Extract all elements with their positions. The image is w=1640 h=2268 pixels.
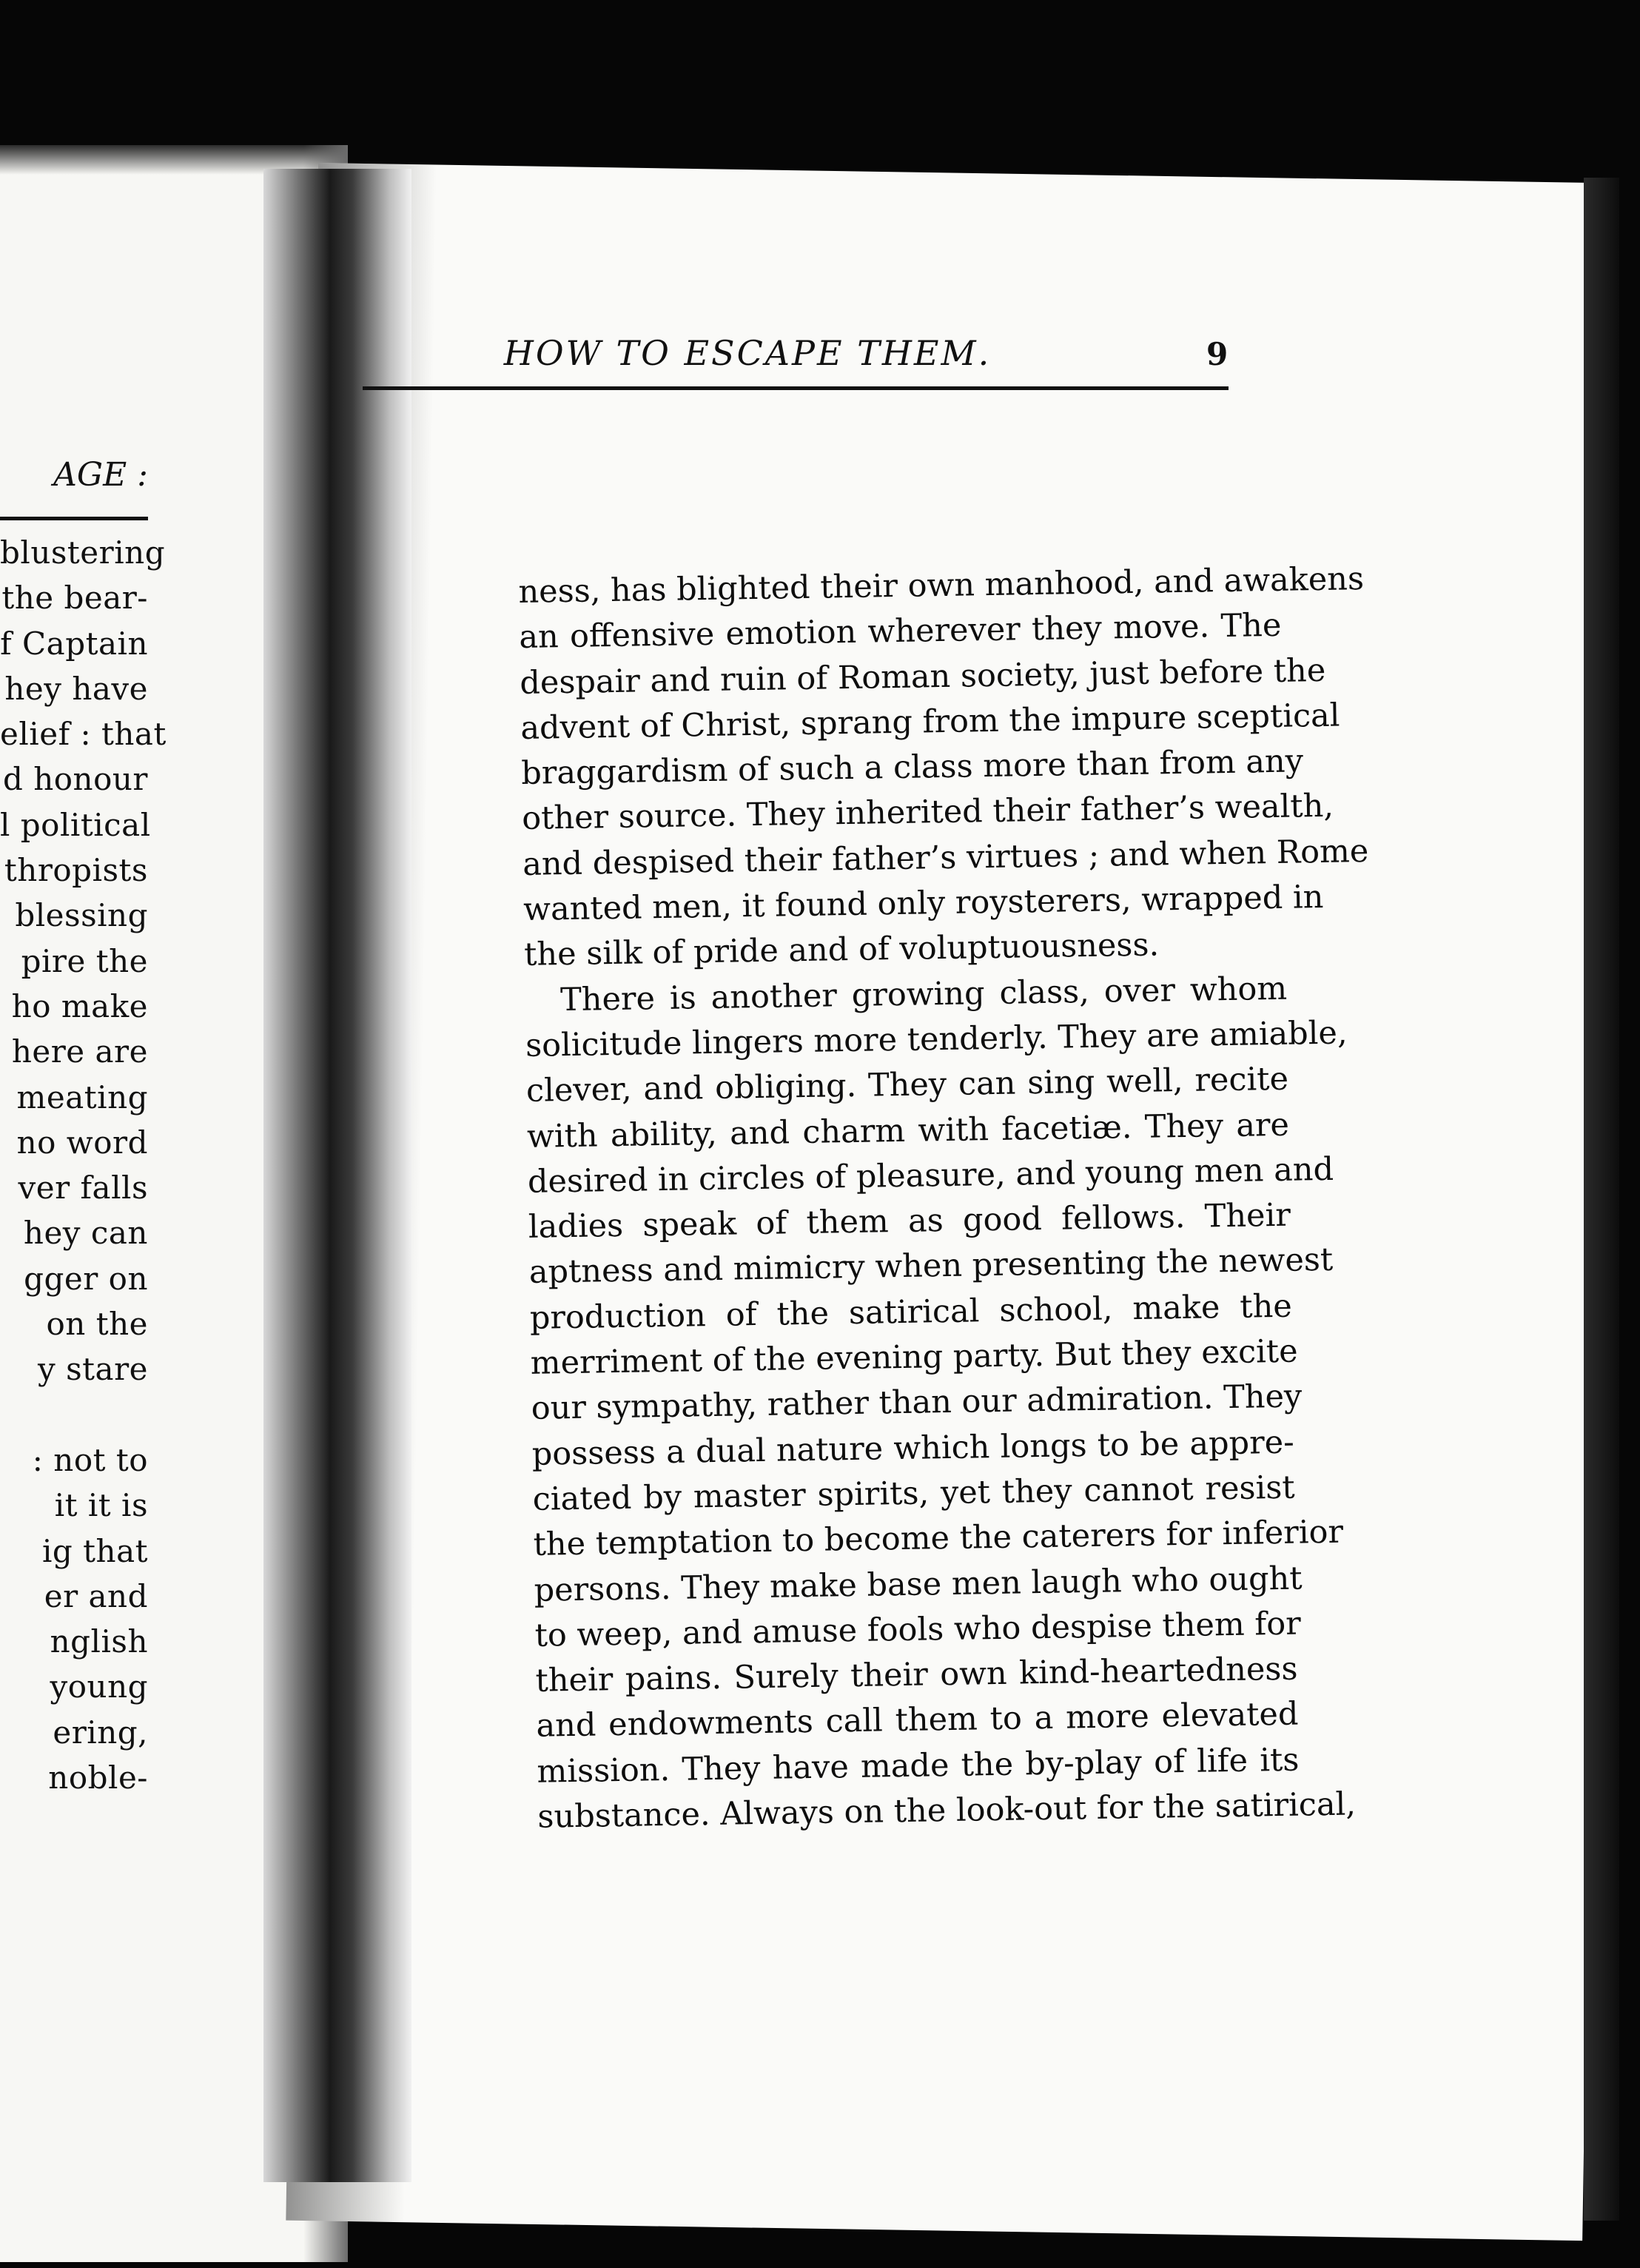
text-line: desired in circles of pleasure, and young men and <box>527 1150 1334 1201</box>
left-text-line: blessing <box>15 897 148 934</box>
text-line: advent of Christ, sprang from the impure sceptical <box>520 697 1340 747</box>
text-line: the silk of pride and of voluptuousness. <box>523 926 1160 974</box>
text-line: substance. Always on the look-out for the satirical, <box>537 1785 1357 1836</box>
left-text-line: here are <box>11 1033 148 1070</box>
left-text-line: young <box>50 1668 148 1705</box>
left-running-head: AGE : <box>53 456 148 494</box>
text-line: ladies speak of them as good fellows. Their <box>528 1196 1291 1247</box>
text-line: aptness and mimicry when presenting the newest <box>528 1241 1334 1292</box>
left-text-line: it it is <box>54 1487 148 1524</box>
text-line: an offensive emotion wherever they move. The <box>519 607 1282 657</box>
left-text-line: elief : that <box>0 716 167 753</box>
header-rule <box>363 386 1229 390</box>
left-text-line: meating <box>16 1078 148 1115</box>
left-text-column <box>0 530 167 1800</box>
running-title: HOW TO ESCAPE THEM. <box>503 333 992 373</box>
running-head <box>363 333 1251 400</box>
left-text-line: y stare <box>38 1351 148 1388</box>
left-text-line: pire the <box>21 942 148 979</box>
left-text-line: d honour <box>2 761 148 798</box>
left-text-line: ig that <box>41 1532 148 1569</box>
text-line: our sympathy, rather than our admiration. They <box>531 1378 1303 1428</box>
left-text-line: f Captain <box>0 625 148 662</box>
text-line: with ability, and charm with facetiæ. They are <box>526 1106 1290 1155</box>
text-line: ciated by master spirits, yet they cannot resist <box>532 1469 1295 1518</box>
left-text-line <box>0 1392 148 1437</box>
text-line: production of the satirical school, make the <box>529 1287 1293 1337</box>
left-text-line: l political <box>0 806 151 843</box>
left-text-line: blustering <box>0 534 166 571</box>
text-line: and endowments call them to a more elevated <box>536 1696 1299 1745</box>
text-line: to weep, and amuse fools who despise them for <box>534 1605 1302 1654</box>
text-line: There is another growing class, over whom <box>559 970 1288 1019</box>
right-page-edge <box>1584 178 1619 2221</box>
left-text-line: er and <box>44 1577 148 1614</box>
left-text-line: thropists <box>4 852 148 889</box>
text-line: their pains. Surely their own kind-heartedness <box>535 1650 1298 1700</box>
book-spine-shadow <box>263 169 411 2182</box>
body-text <box>518 558 1369 1840</box>
left-text-line: ver falls <box>18 1170 148 1207</box>
left-text-line: no word <box>16 1124 148 1161</box>
left-text-line: hey have <box>4 670 148 707</box>
text-line: braggardism of such a class more than from any <box>520 742 1304 793</box>
text-line: and despised their father’s virtues ; and when Rome <box>522 832 1369 883</box>
left-text-line: on the <box>46 1306 148 1343</box>
left-text-line: noble- <box>48 1759 148 1796</box>
left-text-line: ho make <box>11 987 148 1024</box>
left-text-line: nglish <box>50 1623 148 1660</box>
text-line: wanted men, it found only roysterers, wrapped in <box>522 879 1324 929</box>
left-text-line: ering, <box>53 1714 148 1751</box>
text-line: mission. They have made the by-play of life its <box>537 1741 1300 1791</box>
page-number: 9 <box>1206 336 1229 372</box>
text-line: possess a dual nature which longs to be appre- <box>531 1423 1295 1473</box>
left-text-line: : not to <box>32 1441 148 1478</box>
text-line: despair and ruin of Roman society, just before the <box>520 651 1326 702</box>
left-text-line: gger on <box>24 1260 148 1297</box>
text-line: clever, and obliging. They can sing well, recite <box>525 1061 1289 1110</box>
text-line: the temptation to become the caterers for inferior <box>533 1513 1344 1564</box>
text-line: ness, has blighted their own manhood, and awakens <box>518 560 1365 611</box>
left-header-rule <box>0 517 148 520</box>
text-line: other source. They inherited their father’s wealth, <box>521 788 1334 838</box>
text-line: solicitude lingers more tenderly. They are amiable, <box>525 1014 1348 1064</box>
left-text-line: hey can <box>23 1215 148 1252</box>
text-line: merriment of the evening party. But they excite <box>530 1332 1298 1382</box>
text-line: persons. They make base men laugh who ought <box>534 1560 1303 1609</box>
left-text-line: the bear- <box>1 580 148 617</box>
